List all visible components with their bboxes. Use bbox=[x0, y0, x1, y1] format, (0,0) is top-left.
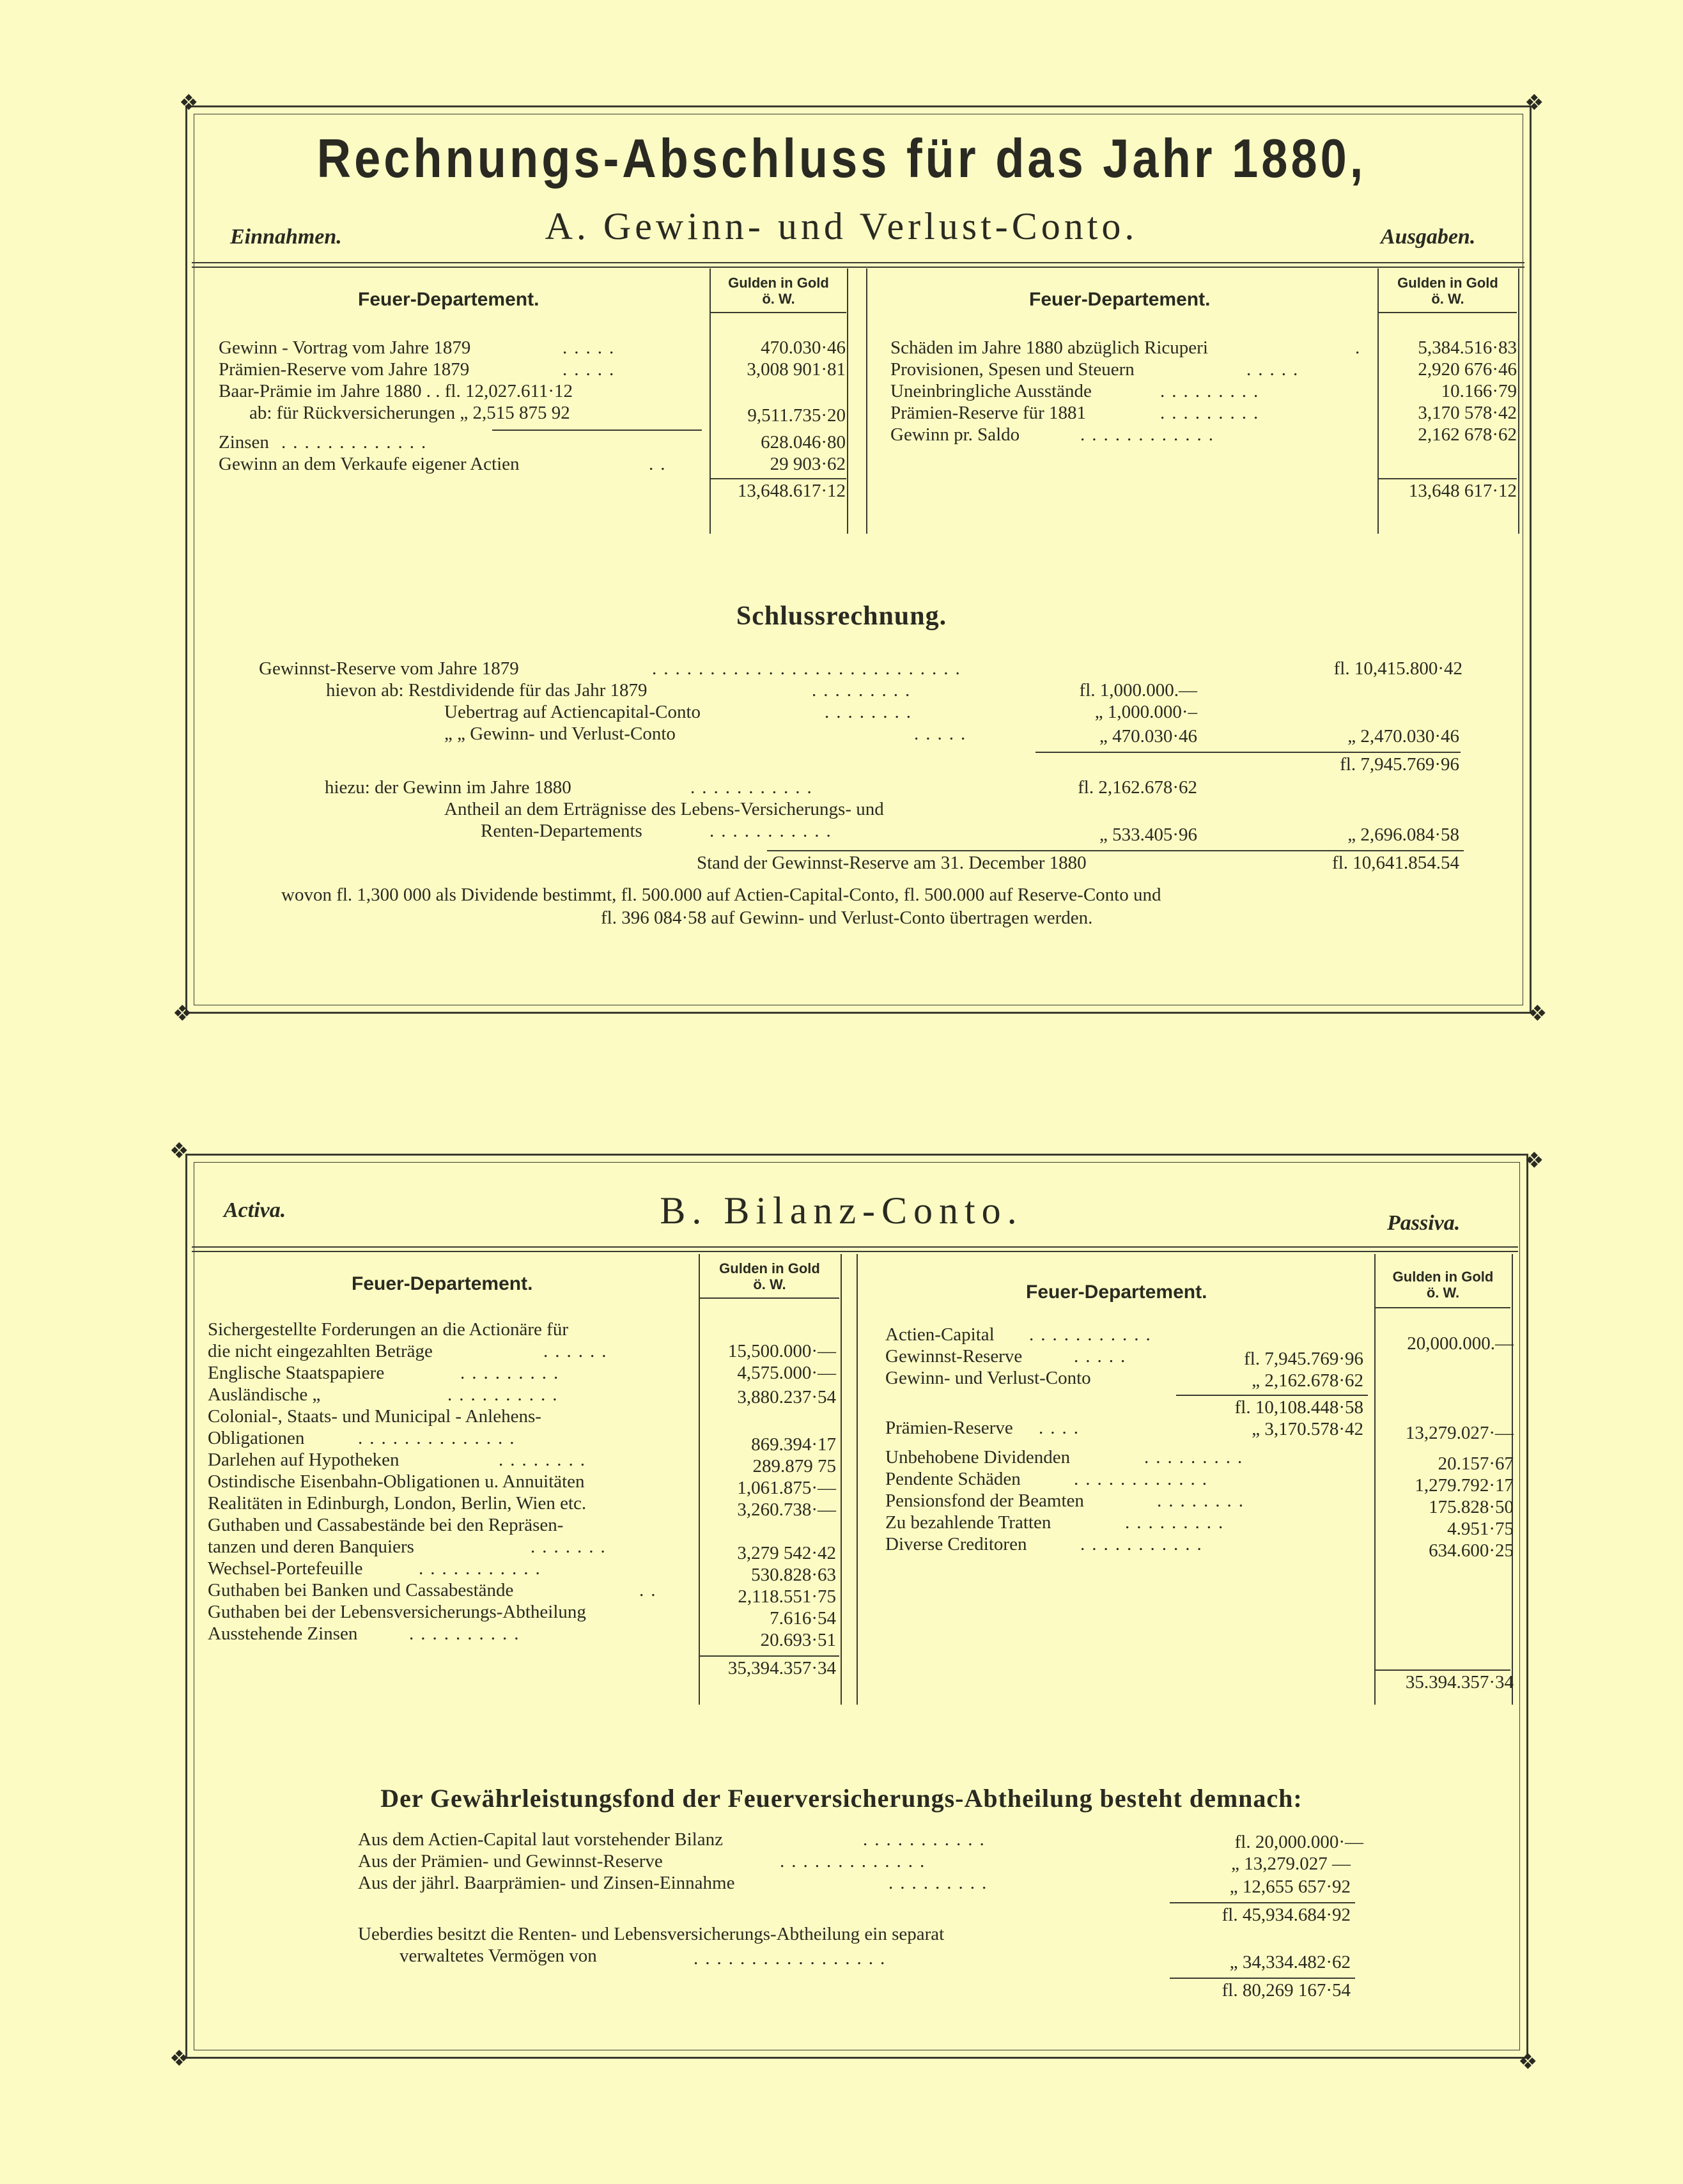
subtotal-rule bbox=[1035, 752, 1461, 753]
activa-amount: 7.616·54 bbox=[770, 1608, 836, 1629]
activa-amount: 4,575.000·— bbox=[737, 1363, 836, 1383]
passiva-label: Passiva. bbox=[1387, 1211, 1461, 1235]
ausgaben-row: Prämien-Reserve für 1881 bbox=[890, 403, 1087, 423]
passiva-row: Gewinnst-Reserve bbox=[885, 1346, 1023, 1367]
schluss-line: Gewinnst-Reserve vom Jahre 1879 bbox=[259, 658, 519, 679]
schluss-amount: „ 470.030·46 bbox=[1099, 726, 1197, 747]
dividend-note: wovon fl. 1,300 000 als Dividende bestimmt, fl. 500.000 auf Actien-Capital-Conto, fl. 500.000 auf Reserve-Conto und bbox=[281, 885, 1161, 905]
leader-dots: ........... bbox=[863, 1829, 991, 1850]
activa-amount: 3,279 542·42 bbox=[737, 1543, 836, 1563]
leader-dots: .............. bbox=[358, 1428, 522, 1448]
passiva-row: Diverse Creditoren bbox=[885, 1534, 1027, 1554]
subtotal-rule bbox=[1170, 1902, 1355, 1903]
leader-dots: ........ bbox=[499, 1450, 592, 1470]
fund-amount: „ 34,334.482·62 bbox=[1229, 1952, 1351, 1972]
einnahmen-amount: 3,008 901·81 bbox=[747, 359, 846, 380]
ausgaben-amount: 3,170 578·42 bbox=[1418, 403, 1517, 423]
gewinn-verlust-subtitle: A. Gewinn- und Verlust-Conto. bbox=[545, 205, 1138, 247]
leader-dots: ........... bbox=[690, 777, 819, 798]
einnahmen-row: Baar-Prämie im Jahre 1880 . . fl. 12,027.611·12 bbox=[219, 381, 573, 401]
feuer-departement-heading: Feuer-Departement. bbox=[352, 1273, 533, 1294]
passiva-amount: 20,000.000.— bbox=[1407, 1333, 1514, 1354]
leader-dots: ...... bbox=[543, 1341, 614, 1361]
activa-row: Guthaben und Cassabestände bei den Repräsen- bbox=[208, 1515, 564, 1535]
ausgaben-label: Ausgaben. bbox=[1381, 225, 1476, 249]
ausgaben-row: Gewinn pr. Saldo bbox=[890, 424, 1020, 445]
ausgaben-amount: 2,920 676·46 bbox=[1418, 359, 1517, 380]
activa-row: Englische Staatspapiere bbox=[208, 1363, 385, 1383]
leader-dots: ..... bbox=[914, 724, 973, 744]
corner-ornament-icon: ❖ bbox=[1528, 1002, 1547, 1026]
activa-amount: 2,118.551·75 bbox=[738, 1586, 836, 1607]
colhead-underline bbox=[711, 312, 846, 313]
col-head-gulden: Gulden in Gold ö. W. bbox=[719, 1260, 820, 1292]
einnahmen-row: Zinsen bbox=[219, 432, 269, 453]
colhead-underline bbox=[1376, 1307, 1510, 1308]
leader-dots: ..... bbox=[562, 359, 621, 380]
page-title: Rechnungs-Abschluss für das Jahr 1880, bbox=[316, 127, 1367, 189]
leader-dots: .. bbox=[649, 454, 672, 474]
schluss-total: fl. 10,641.854.54 bbox=[1332, 853, 1459, 873]
bilanz-conto-subtitle: B. Bilanz-Conto. bbox=[660, 1189, 1023, 1232]
total-rule bbox=[700, 1655, 839, 1657]
activa-row: Guthaben bei Banken und Cassabestände bbox=[208, 1580, 514, 1600]
colhead-underline bbox=[1379, 312, 1517, 313]
leader-dots: ........................... bbox=[652, 658, 967, 679]
passiva-amount: 13,279.027·— bbox=[1405, 1423, 1514, 1443]
passiva-sub-amount: „ 2,162.678·62 bbox=[1252, 1370, 1363, 1391]
ausgaben-amount: 5,384.516·83 bbox=[1418, 337, 1517, 358]
column-line bbox=[699, 1254, 700, 1705]
activa-amount: 1,061.875·— bbox=[737, 1478, 836, 1498]
leader-dots: ............ bbox=[1080, 424, 1220, 445]
schluss-line: Antheil an dem Erträgnisse des Lebens-Versicherungs- und bbox=[444, 799, 884, 819]
column-line bbox=[1377, 268, 1379, 534]
activa-row: Ostindische Eisenbahn-Obligationen u. Annuitäten bbox=[208, 1471, 585, 1492]
activa-row: Obligationen bbox=[208, 1428, 305, 1448]
passiva-amount: 20.157·67 bbox=[1438, 1453, 1514, 1474]
total-rule bbox=[1376, 1669, 1510, 1671]
activa-amount: 869.394·17 bbox=[751, 1434, 836, 1455]
passiva-row: Zu bezahlende Tratten bbox=[885, 1512, 1051, 1533]
fund-amount: „ 13,279.027 — bbox=[1231, 1854, 1351, 1874]
activa-amount: 3,880.237·54 bbox=[737, 1387, 836, 1407]
passiva-row: Pensionsfond der Beamten bbox=[885, 1491, 1084, 1511]
passiva-row: Actien-Capital bbox=[885, 1324, 995, 1345]
column-line bbox=[857, 1254, 858, 1705]
ausgaben-total: 13,648 617·12 bbox=[1408, 481, 1517, 501]
einnahmen-amount: 29 903·62 bbox=[770, 454, 846, 474]
ausgaben-row: Uneinbringliche Ausstände bbox=[890, 381, 1092, 401]
activa-row: Wechsel-Portefeuille bbox=[208, 1558, 363, 1579]
leader-dots: ......... bbox=[1144, 1447, 1250, 1468]
corner-ornament-icon: ❖ bbox=[179, 91, 199, 115]
corner-ornament-icon: ❖ bbox=[1524, 1149, 1544, 1173]
schluss-amount: fl. 1,000.000.— bbox=[1079, 680, 1197, 701]
activa-row: Guthaben bei der Lebensversicherungs-Abtheilung bbox=[208, 1602, 586, 1622]
column-line bbox=[1374, 1254, 1376, 1705]
leader-dots: ..... bbox=[1074, 1346, 1133, 1367]
leader-dots: ........ bbox=[1157, 1491, 1250, 1511]
leader-dots: ......... bbox=[1160, 403, 1266, 423]
leader-dots: . bbox=[1355, 337, 1367, 358]
activa-total: 35,394.357·34 bbox=[727, 1658, 836, 1678]
leader-dots: ............. bbox=[780, 1851, 932, 1871]
einnahmen-amount: 470.030·46 bbox=[761, 337, 846, 358]
passiva-sub-amount: „ 3,170.578·42 bbox=[1252, 1419, 1363, 1439]
schluss-total: „ 2,470.030·46 bbox=[1347, 726, 1459, 747]
leader-dots: ........ bbox=[825, 702, 918, 722]
leader-dots: .......... bbox=[447, 1384, 564, 1405]
subtotal-rule bbox=[492, 430, 702, 431]
schluss-line: Renten-Departements bbox=[481, 821, 642, 841]
corner-ornament-icon: ❖ bbox=[169, 1140, 189, 1163]
schlussrechnung-title: Schlussrechnung. bbox=[736, 601, 947, 631]
column-line bbox=[866, 268, 867, 534]
einnahmen-total: 13,648.617·12 bbox=[737, 481, 846, 501]
passiva-row: Unbehobene Dividenden bbox=[885, 1447, 1071, 1468]
passiva-sub-total: fl. 10,108.448·58 bbox=[1234, 1397, 1363, 1418]
ausgaben-row: Provisionen, Spesen und Steuern bbox=[890, 359, 1135, 380]
einnahmen-label: Einnahmen. bbox=[230, 225, 342, 249]
dividend-note: fl. 396 084·58 auf Gewinn- und Verlust-Conto übertragen werden. bbox=[601, 908, 1093, 928]
column-line bbox=[841, 1254, 842, 1705]
fund-line: Ueberdies besitzt die Renten- und Lebensversicherungs-Abtheilung ein separat bbox=[358, 1924, 945, 1944]
fund-amount: „ 12,655 657·92 bbox=[1229, 1877, 1351, 1897]
activa-row: die nicht eingezahlten Beträge bbox=[208, 1341, 433, 1361]
activa-row: Ausländische „ bbox=[208, 1384, 321, 1405]
fund-line: Aus der jährl. Baarprämien- und Zinsen-Einnahme bbox=[358, 1873, 735, 1893]
gewaehrleistungsfond-title: Der Gewährleistungsfond der Feuerversicherungs-Abtheilung besteht demnach: bbox=[380, 1784, 1303, 1813]
colhead-underline bbox=[700, 1297, 839, 1299]
leader-dots: .. bbox=[639, 1580, 663, 1600]
passiva-amount: 1,279.792·17 bbox=[1415, 1475, 1514, 1496]
fund-grand-total: fl. 80,269 167·54 bbox=[1222, 1980, 1351, 2001]
total-rule bbox=[711, 478, 846, 479]
corner-ornament-icon: ❖ bbox=[1518, 2050, 1538, 2074]
schluss-line: Uebertrag auf Actiencapital-Conto bbox=[444, 702, 701, 722]
column-line bbox=[1518, 268, 1519, 534]
total-rule bbox=[1379, 478, 1517, 479]
schluss-total: fl. 7,945.769·96 bbox=[1340, 754, 1459, 775]
column-line bbox=[847, 268, 848, 534]
passiva-amount: 4.951·75 bbox=[1447, 1519, 1514, 1539]
passiva-total: 35.394.357·34 bbox=[1405, 1672, 1514, 1692]
activa-label: Activa. bbox=[224, 1198, 286, 1222]
schluss-amount: fl. 10,415.800·42 bbox=[1333, 658, 1462, 679]
col-head-gulden: Gulden in Gold ö. W. bbox=[728, 275, 829, 307]
leader-dots: ......... bbox=[460, 1363, 566, 1383]
schluss-total: „ 2,696.084·58 bbox=[1347, 825, 1459, 845]
passiva-row: Prämien-Reserve bbox=[885, 1418, 1013, 1438]
passiva-amount: 175.828·50 bbox=[1429, 1497, 1514, 1517]
schluss-amount: „ 533.405·96 bbox=[1099, 825, 1197, 845]
leader-dots: ....... bbox=[531, 1537, 612, 1557]
activa-amount: 530.828·63 bbox=[751, 1565, 836, 1585]
leader-dots: ......... bbox=[1160, 381, 1266, 401]
leader-dots: ........... bbox=[419, 1558, 547, 1579]
activa-row: Ausstehende Zinsen bbox=[208, 1623, 358, 1644]
header-divider bbox=[192, 262, 1524, 268]
fund-line: verwaltetes Vermögen von bbox=[399, 1946, 597, 1966]
feuer-departement-heading: Feuer-Departement. bbox=[358, 289, 539, 310]
schluss-amount: fl. 2,162.678·62 bbox=[1078, 777, 1197, 798]
header-divider bbox=[192, 1246, 1518, 1252]
corner-ornament-icon: ❖ bbox=[169, 2047, 189, 2071]
corner-ornament-icon: ❖ bbox=[173, 1002, 192, 1026]
schluss-line: hiezu: der Gewinn im Jahre 1880 bbox=[325, 777, 571, 798]
feuer-departement-heading: Feuer-Departement. bbox=[1026, 1282, 1207, 1303]
leader-dots: ............. bbox=[281, 432, 433, 453]
total-rule bbox=[1170, 1978, 1355, 1979]
ausgaben-amount: 2,162 678·62 bbox=[1418, 424, 1517, 445]
activa-row: Sichergestellte Forderungen an die Actionäre für bbox=[208, 1319, 568, 1340]
schluss-line: Stand der Gewinnst-Reserve am 31. December 1880 bbox=[697, 853, 1087, 873]
leader-dots: ......... bbox=[888, 1873, 994, 1893]
activa-amount: 3,260.738·— bbox=[737, 1499, 836, 1520]
leader-dots: ........... bbox=[710, 821, 838, 841]
corner-ornament-icon: ❖ bbox=[1524, 91, 1544, 115]
fund-line: Aus dem Actien-Capital laut vorstehender Bilanz bbox=[358, 1829, 723, 1850]
passiva-row: Pendente Schäden bbox=[885, 1469, 1021, 1489]
leader-dots: ......... bbox=[1125, 1512, 1230, 1533]
subtotal-rule bbox=[1176, 1395, 1368, 1396]
feuer-departement-heading: Feuer-Departement. bbox=[1029, 289, 1211, 310]
total-rule bbox=[767, 850, 1464, 851]
column-line bbox=[710, 268, 711, 534]
activa-amount: 15,500.000·— bbox=[727, 1341, 836, 1361]
activa-row: Colonial-, Staats- und Municipal - Anlehens- bbox=[208, 1406, 541, 1427]
activa-row: Realitäten in Edinburgh, London, Berlin, Wien etc. bbox=[208, 1493, 587, 1514]
fund-total: fl. 45,934.684·92 bbox=[1222, 1905, 1351, 1925]
passiva-row: Gewinn- und Verlust-Conto bbox=[885, 1368, 1091, 1388]
einnahmen-row: Gewinn - Vortrag vom Jahre 1879 bbox=[219, 337, 471, 358]
einnahmen-amount: 628.046·80 bbox=[761, 432, 846, 453]
passiva-sub-amount: fl. 7,945.769·96 bbox=[1244, 1349, 1363, 1369]
einnahmen-row: ab: für Rückversicherungen „ 2,515 875 92 bbox=[249, 403, 570, 423]
fund-line: Aus der Prämien- und Gewinnst-Reserve bbox=[358, 1851, 663, 1871]
activa-row: Darlehen auf Hypotheken bbox=[208, 1450, 399, 1470]
leader-dots: ................. bbox=[694, 1948, 892, 1969]
leader-dots: .......... bbox=[409, 1623, 526, 1644]
passiva-amount: 634.600·25 bbox=[1429, 1540, 1514, 1561]
leader-dots: ........... bbox=[1029, 1324, 1158, 1345]
activa-amount: 20.693·51 bbox=[760, 1630, 836, 1650]
fund-amount: fl. 20,000.000·— bbox=[1234, 1832, 1363, 1852]
activa-row: tanzen und deren Banquiers bbox=[208, 1537, 414, 1557]
col-head-gulden: Gulden in Gold ö. W. bbox=[1392, 1269, 1494, 1301]
activa-amount: 289.879 75 bbox=[752, 1456, 836, 1476]
einnahmen-amount: 9,511.735·20 bbox=[747, 405, 846, 426]
schluss-amount: „ 1,000.000·– bbox=[1094, 702, 1197, 722]
ausgaben-amount: 10.166·79 bbox=[1441, 381, 1517, 401]
col-head-gulden: Gulden in Gold ö. W. bbox=[1397, 275, 1498, 307]
leader-dots: ..... bbox=[562, 337, 621, 358]
leader-dots: ............ bbox=[1074, 1469, 1214, 1489]
leader-dots: .... bbox=[1039, 1418, 1085, 1438]
einnahmen-row: Gewinn an dem Verkaufe eigener Actien bbox=[219, 454, 520, 474]
ausgaben-row: Schäden im Jahre 1880 abzüglich Ricuperi bbox=[890, 337, 1208, 358]
schluss-line: „ „ Gewinn- und Verlust-Conto bbox=[444, 724, 676, 744]
leader-dots: ........... bbox=[1080, 1534, 1209, 1554]
leader-dots: ..... bbox=[1246, 359, 1305, 380]
einnahmen-row: Prämien-Reserve vom Jahre 1879 bbox=[219, 359, 470, 380]
leader-dots: ......... bbox=[812, 680, 917, 701]
schluss-line: hievon ab: Restdividende für das Jahr 1879 bbox=[326, 680, 648, 701]
